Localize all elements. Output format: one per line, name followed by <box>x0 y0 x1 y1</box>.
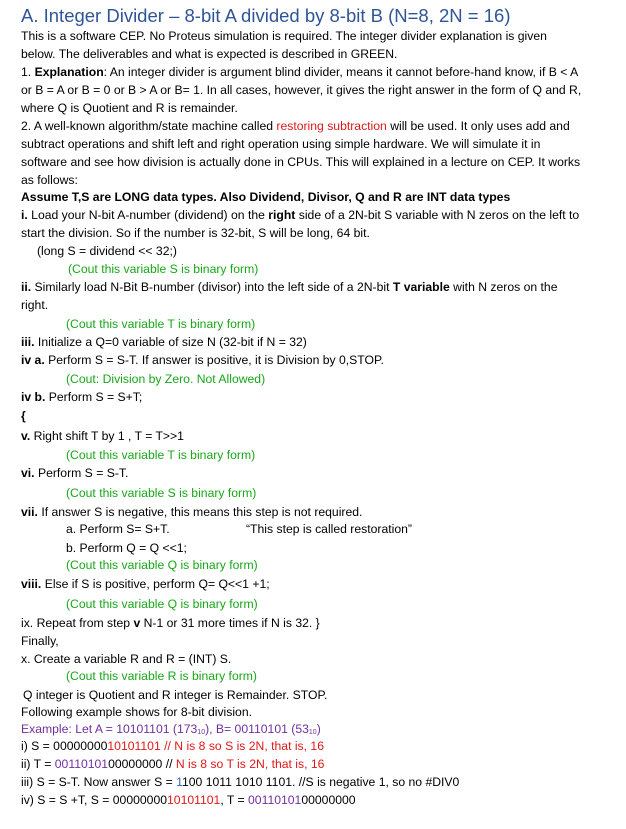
intro-line-1: This is a software CEP. No Proteus simulation is required. The integer divider explanation is given <box>21 29 547 43</box>
step-iv-b: iv b. Perform S = S+T; <box>21 390 143 404</box>
step-i-line-2: start the division. So if the number is 32-bit, S will be long, 64 bit. <box>21 226 370 240</box>
step-viii-deliverable: (Cout this variable Q is binary form) <box>66 597 258 611</box>
step-iii: iii. Initialize a Q=0 variable of size N (32-bit if N = 32) <box>21 335 307 349</box>
step-iv-a: iv a. Perform S = S-T. If answer is positive, it is Division by 0,STOP. <box>21 353 384 367</box>
example-heading: Example: Let A = 10101101 $(173_{10})$, B= 00110101 $(53_{10})$ <box>21 722 321 736</box>
step-vii-deliverable: (Cout this variable Q is binary form) <box>66 558 258 572</box>
step-viii: viii. Else if S is positive, perform Q= Q<<1 +1; <box>21 577 270 591</box>
step-i-deliverable: (Cout this variable S is binary form) <box>68 262 259 276</box>
summary-line-2: Following example shows for 8-bit division. <box>21 705 252 719</box>
algorithm-line-2: subtract operations and shift left and right operation using simple hardware. We will simulate it in <box>21 137 541 151</box>
step-x-deliverable: (Cout this variable R is binary form) <box>66 669 257 683</box>
explanation-line-2: or B = A or B = 0 or B > A or B= 1. In all cases, however, it gives the right answer in the form of Q and R, <box>21 83 582 97</box>
assumptions-heading: Assume T,S are LONG data types. Also Dividend, Divisor, Q and R are INT data types <box>21 190 511 204</box>
page-title: A. Integer Divider – 8-bit A divided by 8-bit B (N=8, 2N = 16) <box>21 5 511 26</box>
step-vii: vii. If answer S is negative, this means this step is not required. <box>21 505 363 519</box>
example-line-iv: iv) S = S +T, S = 0000000010101101, T = 0011010100000000 <box>21 793 356 807</box>
step-i-code: (long S = dividend << 32;) <box>37 244 177 258</box>
step-v-deliverable: (Cout this variable T is binary form) <box>66 448 256 462</box>
step-iv-a-deliverable: (Cout: Division by Zero. Not Allowed) <box>66 372 266 386</box>
restoration-quote: “This step is called restoration” <box>246 522 412 536</box>
example-line-i: i) S = 0000000010101101 // N is 8 so S is 2N, that is, 16 <box>21 739 324 753</box>
step-vii-b: b. Perform Q = Q <<1; <box>66 541 187 555</box>
example-line-iii: iii) S = S-T. Now answer S = 1100 1011 1010 1101. //S is negative 1, so no #DIV0 <box>21 775 460 789</box>
step-i-line-1: i. Load your N-bit A-number (dividend) on the right side of a 2N-bit S variable with N zeros on the left to <box>21 208 580 222</box>
step-x: x. Create a variable R and R = (INT) S. <box>21 652 232 666</box>
step-vi-deliverable: (Cout this variable S is binary form) <box>66 486 257 500</box>
algorithm-line-1: 2. A well-known algorithm/state machine called restoring subtraction will be used. It only uses add and <box>21 119 570 133</box>
restoring-subtraction-term: restoring subtraction <box>276 119 387 133</box>
algorithm-line-3: software and see how division is actually done in CPUs. This will explained in a lecture on CEP. It works <box>21 155 581 169</box>
step-v: v. Right shift T by 1 , T = T>>1 <box>21 429 184 443</box>
step-ii-deliverable: (Cout this variable T is binary form) <box>66 317 256 331</box>
explanation-line-3: where Q is Quotient and R is remainder. <box>21 101 238 115</box>
intro-line-2: below. The deliverables and what is expected is described in GREEN. <box>21 47 398 61</box>
explanation-line-1: 1. Explanation: An integer divider is argument blind divider, means it cannot before-hand know, if B < A <box>21 65 579 79</box>
step-ix: ix. Repeat from step v N-1 or 31 more times if N is 32. } <box>21 616 320 630</box>
step-vi: vi. Perform S = S-T. <box>21 466 129 480</box>
loop-open-brace: { <box>21 409 26 423</box>
step-vii-a: a. Perform S= S+T. <box>66 522 170 536</box>
finally-label: Finally, <box>21 634 59 648</box>
example-line-ii: ii) T = 0011010100000000 // N is 8 so T is 2N, that is, 16 <box>21 757 325 771</box>
step-ii-line-1: ii. Similarly load N-Bit B-number (divisor) into the left side of a 2N-bit T variable with N zeros on the <box>21 280 558 294</box>
algorithm-line-4: as follows: <box>21 173 78 187</box>
step-ii-line-2: right. <box>21 298 49 312</box>
summary-line-1: Q integer is Quotient and R integer is Remainder. STOP. <box>23 688 328 702</box>
